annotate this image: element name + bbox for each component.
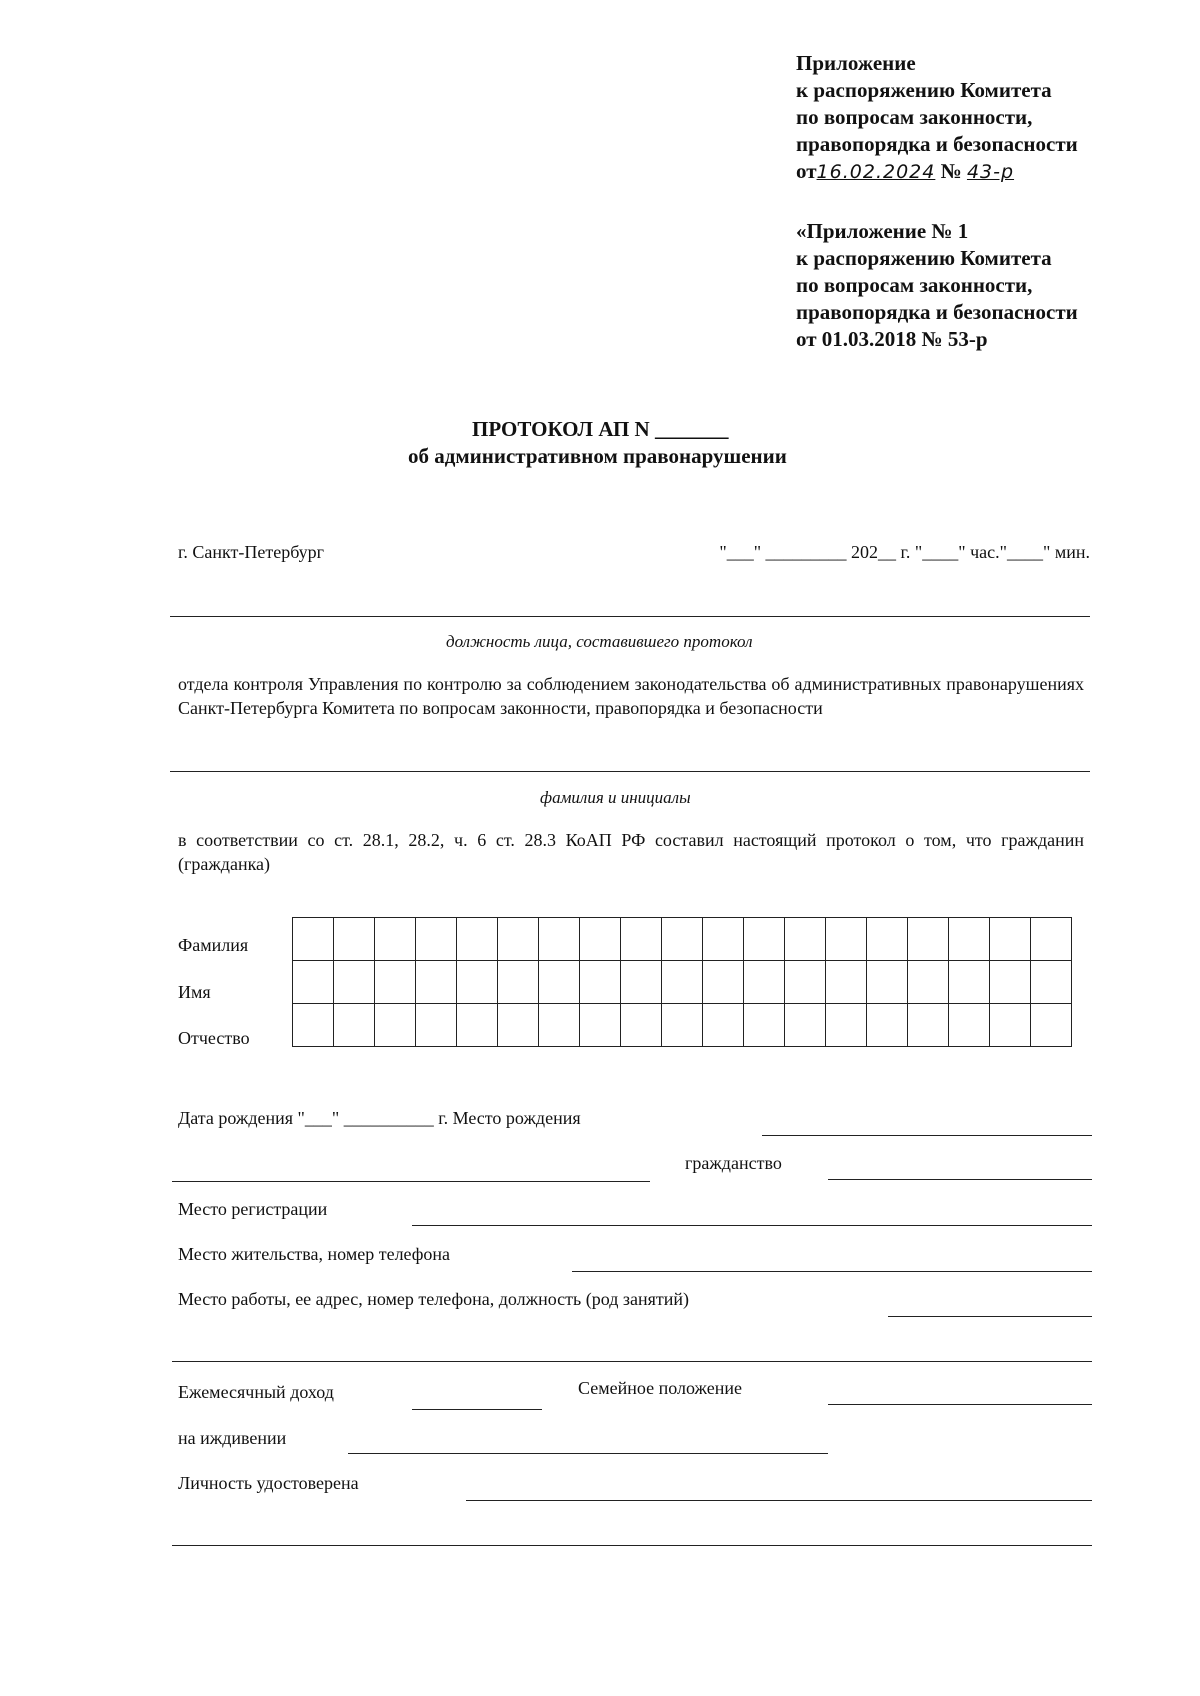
- patronymic-label: Отчество: [178, 1028, 250, 1048]
- letter-cell[interactable]: [990, 1004, 1031, 1047]
- position-line: [170, 616, 1090, 617]
- original-appendix-line3: по вопросам законности,: [796, 273, 1033, 297]
- family-status-label: Семейное положение: [578, 1378, 742, 1398]
- work-line: [888, 1316, 1092, 1317]
- letter-cell[interactable]: [293, 961, 334, 1004]
- letter-cell[interactable]: [457, 918, 498, 961]
- letter-cell[interactable]: [621, 961, 662, 1004]
- letter-cell[interactable]: [1031, 961, 1072, 1004]
- residence-line: [572, 1271, 1092, 1272]
- letter-cell[interactable]: [416, 961, 457, 1004]
- date-prefix: от: [796, 159, 817, 183]
- number-sign: №: [940, 159, 962, 183]
- first-name-label: Имя: [178, 982, 211, 1002]
- identity-line: [466, 1500, 1092, 1501]
- original-appendix-line4: правопорядка и безопасности: [796, 300, 1078, 324]
- letter-cell[interactable]: [539, 1004, 580, 1047]
- birth-date-label: Дата рождения "___" __________ г. Место рождения: [178, 1108, 581, 1128]
- registration-label: Место регистрации: [178, 1199, 328, 1219]
- letter-cell[interactable]: [457, 1004, 498, 1047]
- appendix-header: [796, 50, 1078, 186]
- dependents-label: на иждивении: [178, 1428, 287, 1448]
- identity-line-2: [172, 1545, 1092, 1546]
- letter-cell[interactable]: [744, 1004, 785, 1047]
- letter-cell[interactable]: [457, 961, 498, 1004]
- letter-cell[interactable]: [539, 918, 580, 961]
- letter-cell[interactable]: [785, 1004, 826, 1047]
- letter-cell[interactable]: [580, 961, 621, 1004]
- letter-cell[interactable]: [703, 961, 744, 1004]
- protocol-title: ПРОТОКОЛ АП N _______: [472, 417, 729, 441]
- letter-cell[interactable]: [1031, 918, 1072, 961]
- registration-line: [412, 1225, 1092, 1226]
- letter-cell[interactable]: [662, 918, 703, 961]
- letter-cell[interactable]: [1031, 1004, 1072, 1047]
- letter-cell[interactable]: [908, 961, 949, 1004]
- name-line: [170, 771, 1090, 772]
- datetime-template: "___" _________ 202__ г. "____" час."____" мин.: [719, 542, 1090, 562]
- citizenship-line: [828, 1179, 1092, 1180]
- appendix-header-line3: по вопросам законности,: [796, 105, 1033, 129]
- position-caption: должность лица, составившего протокол: [446, 632, 753, 651]
- original-appendix-header: [796, 218, 1078, 353]
- letter-cell[interactable]: [826, 1004, 867, 1047]
- letter-cell[interactable]: [826, 918, 867, 961]
- letter-cell[interactable]: [293, 1004, 334, 1047]
- work-line-2: [172, 1361, 1092, 1362]
- protocol-subtitle: об административном правонарушении: [408, 444, 787, 468]
- original-appendix-line2: к распоряжению Комитета: [796, 246, 1052, 270]
- letter-cell[interactable]: [949, 918, 990, 961]
- handwritten-number: 43-р: [966, 161, 1015, 183]
- residence-label: Место жительства, номер телефона: [178, 1244, 451, 1264]
- grid-row-patronymic: [293, 1004, 1072, 1047]
- work-label: Место работы, ее адрес, номер телефона, должность (род занятий): [178, 1289, 690, 1309]
- letter-cell[interactable]: [334, 961, 375, 1004]
- letter-cell[interactable]: [703, 1004, 744, 1047]
- letter-cell[interactable]: [990, 961, 1031, 1004]
- citizenship-label: гражданство: [685, 1153, 782, 1173]
- letter-cell[interactable]: [498, 918, 539, 961]
- letter-cell[interactable]: [703, 918, 744, 961]
- letter-cell[interactable]: [744, 961, 785, 1004]
- letter-cell[interactable]: [375, 918, 416, 961]
- surname-label: Фамилия: [178, 935, 249, 955]
- letter-cell[interactable]: [293, 918, 334, 961]
- name-caption: фамилия и инициалы: [540, 788, 691, 807]
- letter-cell[interactable]: [539, 961, 580, 1004]
- birth-place-line: [762, 1135, 1092, 1136]
- letter-cell[interactable]: [621, 918, 662, 961]
- letter-cell[interactable]: [416, 1004, 457, 1047]
- income-line: [412, 1409, 542, 1410]
- grid-row-first-name: [293, 961, 1072, 1004]
- handwritten-date: 16.02.2024: [816, 161, 936, 183]
- letter-cell[interactable]: [785, 961, 826, 1004]
- original-appendix-line5: от 01.03.2018 № 53-р: [796, 327, 988, 351]
- letter-cell[interactable]: [498, 961, 539, 1004]
- letter-cell[interactable]: [580, 1004, 621, 1047]
- basis-text: в соответствии со ст. 28.1, 28.2, ч. 6 ст. 28.3 КоАП РФ составил настоящий протокол о том, что гражданин (гражданка): [178, 830, 1084, 874]
- family-status-line: [828, 1404, 1092, 1405]
- letter-cell[interactable]: [990, 918, 1031, 961]
- letter-cell[interactable]: [375, 1004, 416, 1047]
- letter-cell[interactable]: [580, 918, 621, 961]
- letter-cell[interactable]: [334, 1004, 375, 1047]
- city-label: г. Санкт-Петербург: [178, 542, 325, 562]
- grid-row-surname: [293, 918, 1072, 961]
- original-appendix-line1: «Приложение № 1: [796, 219, 969, 243]
- letter-cell[interactable]: [334, 918, 375, 961]
- letter-cell[interactable]: [416, 918, 457, 961]
- birth-place-line-2: [172, 1181, 650, 1182]
- letter-cell[interactable]: [826, 961, 867, 1004]
- letter-cell[interactable]: [375, 961, 416, 1004]
- letter-cell[interactable]: [785, 918, 826, 961]
- appendix-header-line4: правопорядка и безопасности: [796, 132, 1078, 156]
- appendix-header-line1: Приложение: [796, 51, 916, 75]
- letter-cell[interactable]: [908, 1004, 949, 1047]
- appendix-header-line2: к распоряжению Комитета: [796, 78, 1052, 102]
- identity-label: Личность удостоверена: [178, 1473, 359, 1493]
- letter-cell[interactable]: [908, 918, 949, 961]
- letter-cell[interactable]: [744, 918, 785, 961]
- letter-cell[interactable]: [949, 961, 990, 1004]
- appendix-header-date-line: [796, 158, 1078, 186]
- letter-cell[interactable]: [621, 1004, 662, 1047]
- letter-cell[interactable]: [867, 961, 908, 1004]
- letter-cell[interactable]: [867, 918, 908, 961]
- letter-cell[interactable]: [498, 1004, 539, 1047]
- letter-cell[interactable]: [949, 1004, 990, 1047]
- dependents-line: [348, 1453, 828, 1454]
- department-text: отдела контроля Управления по контролю за соблюдением законодательства об административных правонарушениях Санкт-Петербурга Комитета по вопросам законности, правопорядка и безопасности: [178, 674, 1084, 718]
- income-label: Ежемесячный доход: [178, 1382, 334, 1402]
- letter-cell[interactable]: [662, 1004, 703, 1047]
- name-grid: [292, 917, 1072, 1047]
- letter-cell[interactable]: [662, 961, 703, 1004]
- letter-cell[interactable]: [867, 1004, 908, 1047]
